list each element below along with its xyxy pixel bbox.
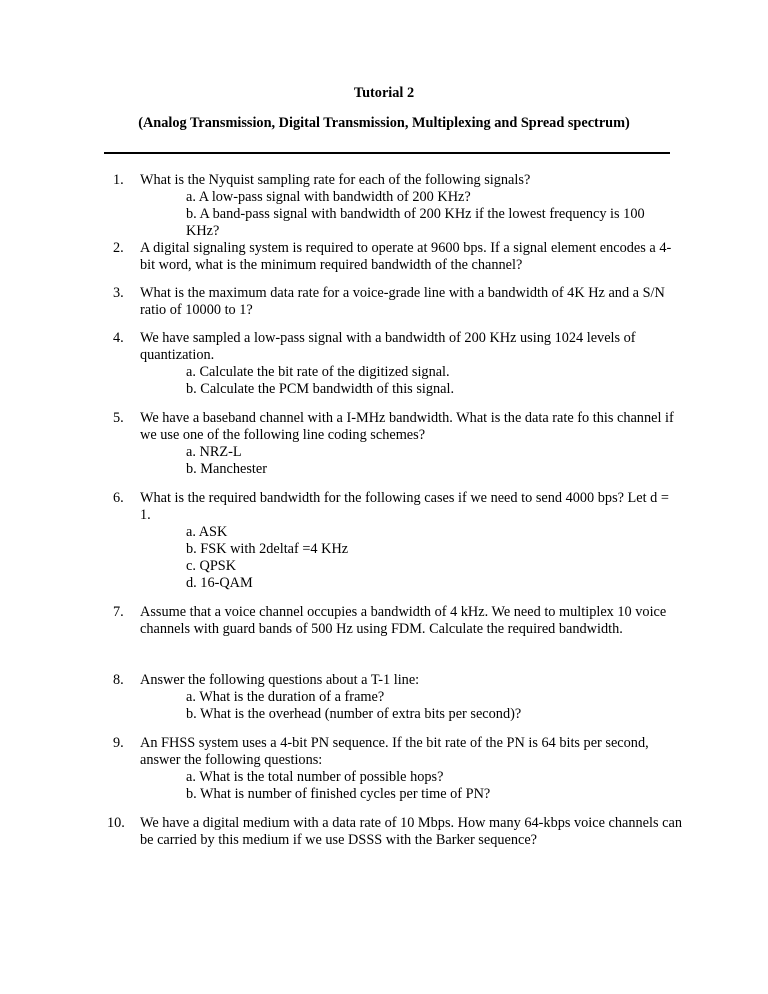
question-text: A digital signaling system is required to operate at 9600 bps. If a signal element encodes a 4-bit word, what is the minimum required bandwidth of the channel?	[140, 240, 672, 273]
question-option: a. What is the total number of possible hops?	[186, 769, 444, 785]
question-10	[107, 815, 683, 849]
question-number: 9.	[113, 735, 124, 751]
question-number: 3.	[113, 285, 124, 301]
question-option: c. QPSK	[186, 558, 237, 574]
question-text: What is the required bandwidth for the following cases if we need to send 4000 bps? Let d = 1.	[140, 490, 669, 523]
question-text: What is the maximum data rate for a voice-grade line with a bandwidth of 4K Hz and a S/N ratio of 10000 to 1?	[140, 285, 665, 318]
page-title: Tutorial 2	[353, 85, 415, 101]
question-1	[113, 172, 683, 240]
question-9	[113, 735, 683, 803]
question-text: We have a baseband channel with a I-MHz bandwidth. What is the data rate fo this channel if we use one of the following line coding schemes?	[140, 410, 674, 443]
page-subtitle: (Analog Transmission, Digital Transmission, Multiplexing and Spread spectrum)	[138, 115, 630, 131]
question-option: a. ASK	[186, 524, 228, 540]
question-option: b. Manchester	[186, 461, 267, 477]
question-3	[113, 285, 683, 319]
question-option: b. A band-pass signal with bandwidth of 200 KHz if the lowest frequency is 100 KHz?	[186, 206, 645, 239]
question-number: 8.	[113, 672, 124, 688]
question-option: a. Calculate the bit rate of the digitized signal.	[186, 364, 450, 380]
question-option: b. What is the overhead (number of extra bits per second)?	[186, 706, 522, 722]
question-number: 6.	[113, 490, 124, 506]
question-text: We have a digital medium with a data rate of 10 Mbps. How many 64-kbps voice channels can be carried by this medium if we use DSSS with the Barker sequence?	[140, 815, 682, 848]
question-7	[113, 604, 683, 638]
question-5	[113, 410, 683, 478]
question-2	[113, 240, 683, 274]
question-number: 7.	[113, 604, 124, 620]
question-number: 4.	[113, 330, 124, 346]
question-option: a. What is the duration of a frame?	[186, 689, 385, 705]
question-option: d. 16-QAM	[186, 575, 253, 591]
question-option: b. Calculate the PCM bandwidth of this signal.	[186, 381, 455, 397]
question-option: b. What is number of finished cycles per time of PN?	[186, 786, 491, 802]
question-4	[113, 330, 683, 398]
question-text: Answer the following questions about a T-1 line:	[140, 672, 420, 688]
question-option: a. A low-pass signal with bandwidth of 200 KHz?	[186, 189, 471, 205]
question-text: What is the Nyquist sampling rate for each of the following signals?	[140, 172, 531, 188]
horizontal-divider	[104, 152, 670, 154]
question-text: Assume that a voice channel occupies a bandwidth of 4 kHz. We need to multiplex 10 voice channels with guard bands of 500 Hz using FDM. Calculate the required bandwidth.	[140, 604, 667, 637]
question-text: We have sampled a low-pass signal with a bandwidth of 200 KHz using 1024 levels of quantization.	[140, 330, 636, 363]
question-number: 10.	[107, 815, 125, 831]
question-number: 1.	[113, 172, 124, 188]
question-6	[113, 490, 683, 592]
question-text: An FHSS system uses a 4-bit PN sequence. If the bit rate of the PN is 64 bits per second, answer the following questions:	[140, 735, 649, 768]
question-option: a. NRZ-L	[186, 444, 242, 460]
question-option: b. FSK with 2deltaf =4 KHz	[186, 541, 349, 557]
question-number: 5.	[113, 410, 124, 426]
question-8	[113, 672, 683, 723]
question-number: 2.	[113, 240, 124, 256]
